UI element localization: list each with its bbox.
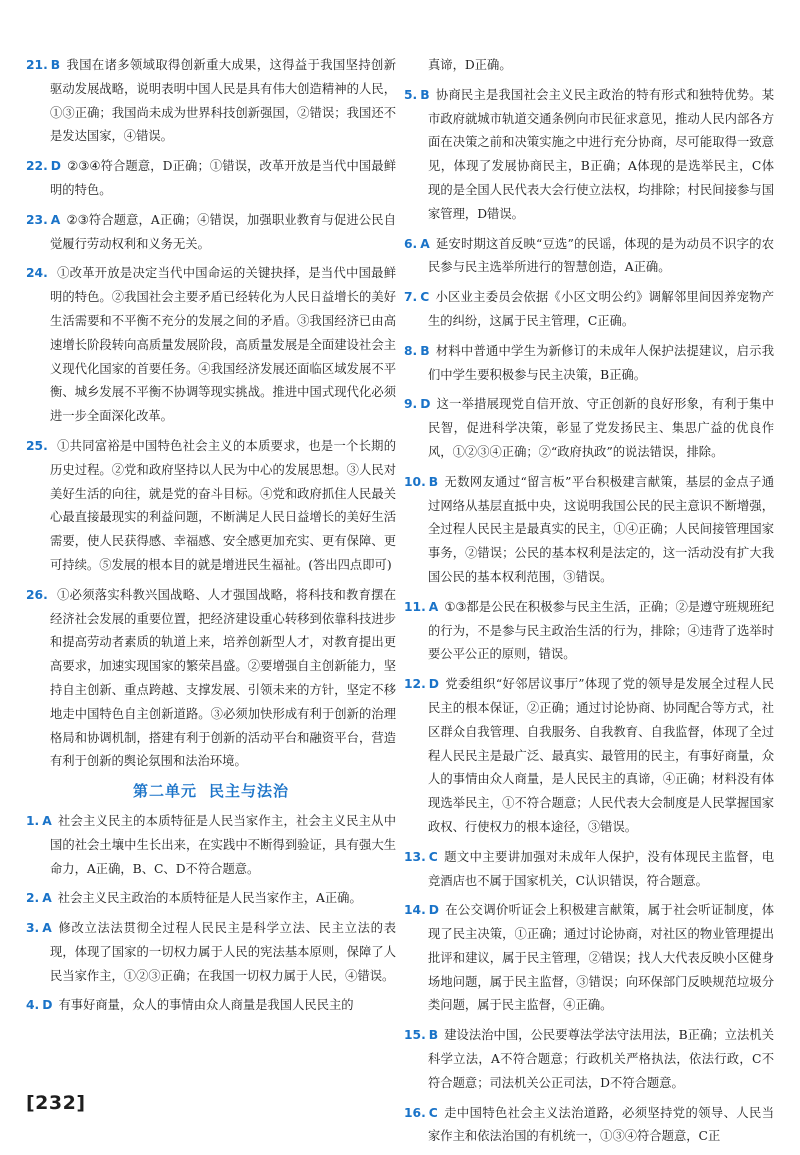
answer-number: 25. bbox=[26, 438, 48, 453]
answer-text: 建设法治中国，公民要尊法学法守法用法，B正确；立法机关科学立法，A不符合题意；行政机关严格执法，依法行政，C不符合题意；司法机关公正司法，D不符合题意。 bbox=[428, 1028, 774, 1090]
answer-text: ①必须落实科教兴国战略、人才强国战略，将科技和教育摆在经济社会发展的重要位置，把经济建设重心转移到依靠科技进步和提高劳动者素质的轨道上来，培养创新型人才，对教育提出更高要求，加速实现国家的繁荣昌盛。②要增强自主创新能力，坚持自主创新、重点跨越、支撑发展、引领未来的方针，坚定不移地走中国特色自主创新道路。③必须加快形成有利于创新的治理格局和协调机制，搭建有利于创新的活动平台和融资平台，营造有利于创新的舆论氛围和法治环境。 bbox=[50, 587, 396, 769]
answer-number: 14. bbox=[404, 903, 426, 918]
answer-text: 在公交调价听证会上积极建言献策，属于社会听证制度，体现了民主决策，①正确；通过讨论协商，对社区的物业管理提出批评和建议，属于民主管理，②错误；找人大代表反映小区健身场地问题，属于民主监督，③错误；向环保部门反映规范垃圾分类问题，属于民主监督，④正确。 bbox=[428, 903, 774, 1013]
answer-text: 延安时期这首反映“豆选”的民谣，体现的是为动员不识字的农民参与民主选举所进行的智慧创造，A正确。 bbox=[428, 236, 774, 275]
answer-text: 这一举措展现党自信开放、守正创新的良好形象，有利于集中民智，促进科学决策，彰显了党发扬民主、集思广益的优良作风，①②③④正确；②“政府执政”的说法错误，排除。 bbox=[428, 397, 774, 459]
answer-number: 22. bbox=[26, 159, 48, 174]
answer-letter: A bbox=[42, 813, 52, 828]
answer-text: 社会主义民主政治的本质特征是人民当家作主，A正确。 bbox=[57, 891, 362, 906]
answer-item bbox=[404, 596, 774, 667]
answer-number: 23. bbox=[26, 212, 48, 227]
answer-number: 2. bbox=[26, 891, 40, 906]
answer-letter: A bbox=[42, 891, 52, 906]
answer-item bbox=[26, 435, 396, 578]
answer-letter: B bbox=[428, 1028, 439, 1043]
answer-number: 5. bbox=[404, 87, 418, 102]
answer-text: ①共同富裕是中国特色社会主义的本质要求，也是一个长期的历史过程。②党和政府坚持以人民为中心的发展思想。③人民对美好生活的向往，就是党的奋斗目标。④党和政府抓住人民最关心最直接最现实的利益问题，不断满足人民日益增长的美好生活需要，使人民获得感、幸福感、安全感更加充实、更有保障、更可持续。⑤发展的根本目的就是增进民生福祉。(答出四点即可) bbox=[50, 438, 396, 572]
answer-letter: A bbox=[50, 212, 61, 227]
answer-item bbox=[404, 673, 774, 840]
answer-text: 修改立法法贯彻全过程人民民主是科学立法、民主立法的表现，体现了国家的一切权力属于人民的宪法基本原则，保障了人民当家作主，①②③正确；在我国一切权力属于人民，④错误。 bbox=[50, 921, 396, 983]
answer-item bbox=[404, 286, 774, 334]
answer-number: 10. bbox=[404, 474, 426, 489]
answer-text: ②③符合题意，A正确；④错误，加强职业教育与促进公民自觉履行劳动权利和义务无关。 bbox=[50, 212, 396, 251]
answer-letter: C bbox=[428, 1105, 438, 1120]
answer-text: 党委组织“好邻居议事厅”体现了党的领导是发展全过程人民民主的根本保证，②正确；通过讨论协商、协同配合等方式，社区群众自我管理、自我服务、自我教育、自我监督，体现了全过程人民民主是最广泛、最真实、最管用的民主，有事好商量，众人的事情由众人商量，是人民民主的真谛，④正确；材料没有体现选举民主，①不符合题意；人民代表大会制度是人民掌握国家政权、行使权力的根本途径，③错误。 bbox=[428, 677, 774, 834]
answer-item bbox=[404, 899, 774, 1018]
answer-item bbox=[26, 262, 396, 429]
answer-item bbox=[26, 584, 396, 774]
answer-number: 6. bbox=[404, 236, 418, 251]
answer-text: 我国在诸多领域取得创新重大成果，这得益于我国坚持创新驱动发展战略，说明表明中国人民是具有伟大创造精神的人民，①③正确；我国尚未成为世界科技创新强国，②错误；我国还不是发达国家，④错误。 bbox=[50, 58, 396, 144]
answer-letter: A bbox=[428, 599, 439, 614]
answer-letter: B bbox=[420, 343, 430, 358]
answer-number: 12. bbox=[404, 677, 426, 692]
answer-letter: C bbox=[428, 849, 438, 864]
unit-title bbox=[26, 780, 396, 804]
answer-letter: D bbox=[428, 677, 440, 692]
answer-text: ②③④符合题意，D正确；①错误，改革开放是当代中国最鲜明的特色。 bbox=[50, 159, 396, 197]
answer-item bbox=[26, 994, 396, 1018]
answer-continuation: 真谛，D正确。 bbox=[428, 58, 512, 72]
answer-item bbox=[404, 393, 774, 464]
answer-item bbox=[26, 155, 396, 203]
answer-number: 13. bbox=[404, 849, 426, 864]
answer-number: 16. bbox=[404, 1105, 426, 1120]
answer-text: ①改革开放是决定当代中国命运的关键抉择，是当代中国最鲜明的特色。②我国社会主要矛盾已经转化为人民日益增长的美好生活需要和不平衡不充分的发展之间的矛盾。③我国经济已由高速增长阶段转向高质量发展阶段，高质量发展是全面建设社会主义现代化国家的首要任务。④我国经济发展还面临区域发展不平衡、城乡发展不平衡不协调等现实挑战。推进中国式现代化必须进一步全面深化改革。 bbox=[50, 266, 396, 424]
answer-text: 小区业主委员会依据《小区文明公约》调解邻里间因养宠物产生的纠纷，这属于民主管理，C正确。 bbox=[428, 290, 774, 328]
answer-letter: A bbox=[42, 921, 52, 936]
answer-letter: B bbox=[50, 58, 61, 72]
unit-prefix: 第二单元 bbox=[132, 782, 197, 801]
answer-item bbox=[26, 887, 396, 911]
answer-number: 3. bbox=[26, 921, 40, 936]
answer-letter: D bbox=[42, 998, 53, 1013]
unit-name: 民主与法治 bbox=[209, 782, 290, 801]
answer-item bbox=[26, 209, 396, 257]
answer-text: 走中国特色社会主义法治道路，必须坚持党的领导、人民当家作主和依法治国的有机统一，①③④符合题意，C正 bbox=[428, 1105, 774, 1144]
answer-text: 协商民主是我国社会主义民主政治的特有形式和独特优势。某市政府就城市轨道交通条例向市民征求意见，推动人民内部各方面在决策之前和决策实施之中进行充分协商，尽可能取得一致意见，体现了发展协商民主，B正确；A体现的是选举民主，C体现的是全国人民代表大会行使立法权，均排除；村民间接参与国家管理，D错误。 bbox=[428, 87, 774, 221]
answer-letter: B bbox=[428, 474, 439, 489]
answer-number: 4. bbox=[26, 998, 40, 1013]
answer-letter: A bbox=[420, 236, 430, 251]
answer-item bbox=[26, 917, 396, 988]
answer-text: 有事好商量，众人的事情由众人商量是我国人民民主的 bbox=[58, 998, 354, 1013]
answer-letter: D bbox=[420, 397, 431, 412]
answer-number: 1. bbox=[26, 813, 40, 828]
answer-item bbox=[404, 1024, 774, 1095]
answer-item bbox=[404, 846, 774, 894]
answer-item bbox=[404, 1102, 774, 1150]
page-number: [232] bbox=[26, 1092, 86, 1114]
answer-text: 材料中普通中学生为新修订的未成年人保护法提建议，启示我们中学生要积极参与民主决策，B正确。 bbox=[428, 343, 774, 382]
answer-number: 11. bbox=[404, 599, 426, 614]
answer-letter: D bbox=[50, 159, 62, 174]
answer-item bbox=[26, 810, 396, 881]
answer-text: 无数网友通过“留言板”平台积极建言献策，基层的金点子通过网络从基层直抵中央，这说明我国公民的民主意识不断增强，全过程人民民主是最真实的民主，①④正确；人民间接管理国家事务，②错误；公民的基本权利是法定的，这一活动没有扩大我国公民的基本权利范围，③错误。 bbox=[428, 474, 774, 584]
answer-number: 24. bbox=[26, 266, 48, 281]
left-column bbox=[26, 54, 396, 1024]
answer-item bbox=[26, 54, 396, 149]
answer-text: 社会主义民主的本质特征是人民当家作主，社会主义民主从中国的社会土壤中生长出来，在实践中不断得到验证，具有强大生命力，A正确，B、C、D不符合题意。 bbox=[50, 813, 396, 876]
answer-number: 26. bbox=[26, 587, 48, 602]
answer-text: 题文中主要讲加强对未成年人保护，没有体现民主监督，电竞酒店也不属于国家机关，C认识错误，符合题意。 bbox=[428, 849, 774, 888]
answer-letter: C bbox=[420, 290, 430, 305]
answer-number: 15. bbox=[404, 1028, 426, 1043]
answer-number: 9. bbox=[404, 397, 418, 412]
answer-number: 8. bbox=[404, 343, 418, 358]
answer-item bbox=[404, 340, 774, 388]
answer-letter: B bbox=[420, 87, 430, 102]
answer-item bbox=[404, 471, 774, 590]
answer-letter: D bbox=[428, 903, 440, 918]
answer-item bbox=[404, 233, 774, 281]
answer-number: 7. bbox=[404, 290, 418, 305]
answer-item bbox=[404, 84, 774, 227]
answer-text: ①③都是公民在积极参与民主生活，正确；②是遵守班规班纪的行为，不是参与民主政治生活的行为，排除；④违背了选举时要公平公正的原则，错误。 bbox=[428, 599, 774, 662]
answer-number: 21. bbox=[26, 58, 48, 72]
right-column bbox=[404, 54, 774, 1155]
